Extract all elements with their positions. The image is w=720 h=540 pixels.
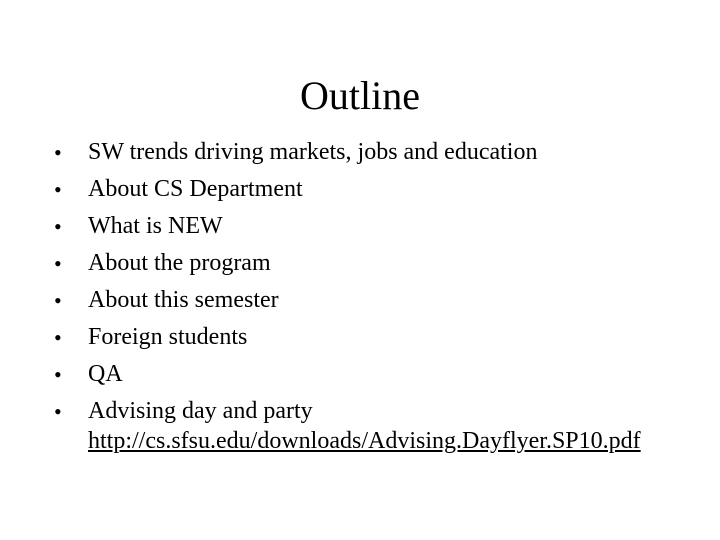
bullet-text: Foreign students: [88, 324, 248, 350]
bullet-item: [54, 171, 694, 208]
bullet-icon: •: [54, 362, 62, 387]
bullet-text: Advising day and party: [88, 398, 313, 424]
bullet-text: About CS Department: [88, 176, 303, 202]
bullet-text: QA: [88, 361, 123, 387]
bullet-icon: •: [54, 177, 62, 202]
bullet-icon: •: [54, 399, 62, 424]
bullet-item: [54, 245, 694, 282]
bullet-text: About this semester: [88, 287, 279, 313]
bullet-icon: •: [54, 325, 62, 350]
advising-flyer-link[interactable]: http://cs.sfsu.edu/downloads/Advising.Dayflyer.SP10.pdf: [88, 428, 641, 454]
bullet-item: [54, 393, 694, 456]
bullet-icon: •: [54, 214, 62, 239]
bullet-text: About the program: [88, 250, 271, 276]
bullet-item: [54, 356, 694, 393]
slide-title: Outline: [300, 73, 420, 118]
bullet-icon: •: [54, 288, 62, 313]
bullet-item: [54, 208, 694, 245]
bullet-text: SW trends driving markets, jobs and education: [88, 139, 538, 165]
bullet-text: What is NEW: [88, 213, 223, 239]
bullet-icon: •: [54, 140, 62, 165]
bullet-item: [54, 134, 694, 171]
bullet-item: [54, 282, 694, 319]
bullet-list: [54, 134, 694, 456]
bullet-item: [54, 319, 694, 356]
bullet-icon: •: [54, 251, 62, 276]
